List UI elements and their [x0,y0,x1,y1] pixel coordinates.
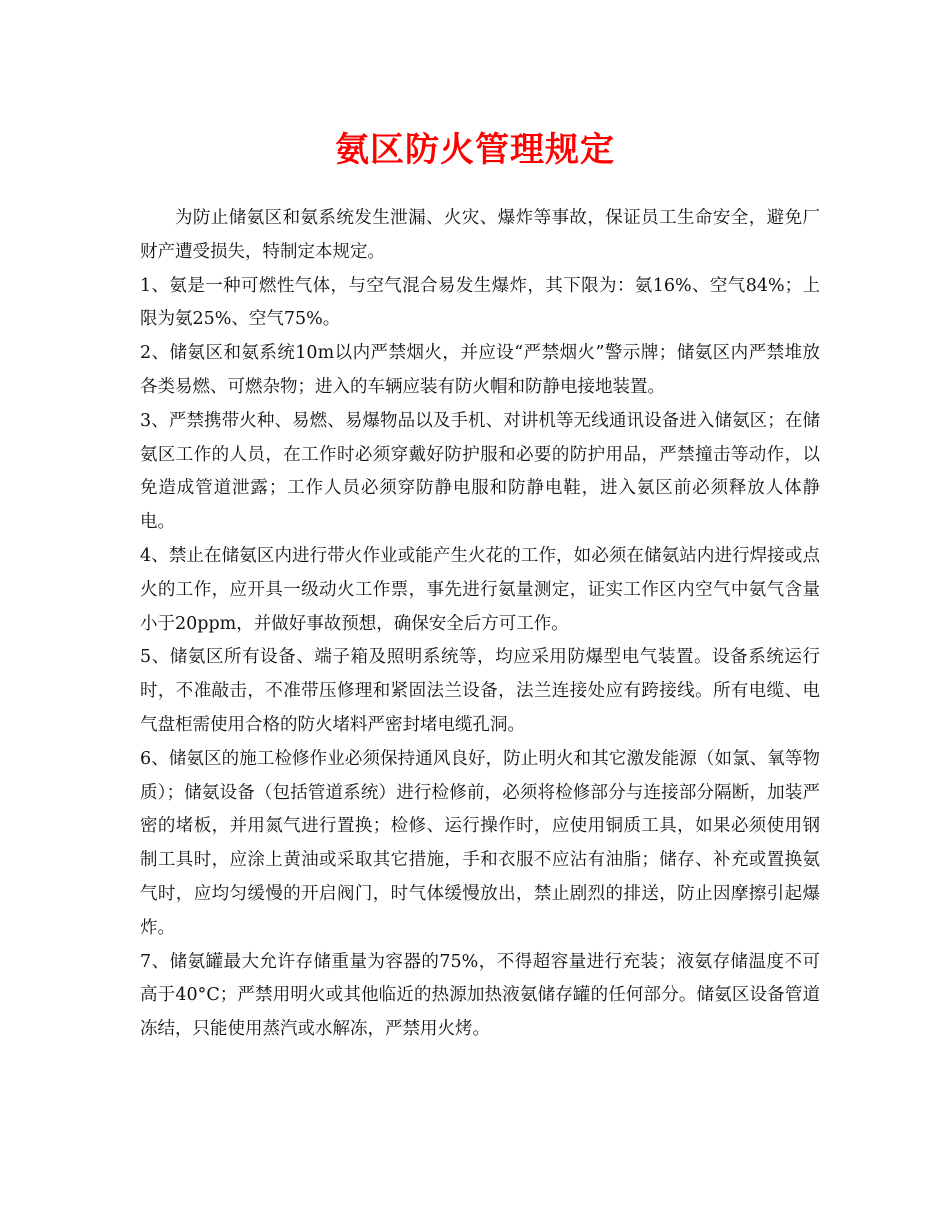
rule-2-paragraph: 2、储氨区和氨系统10m以内严禁烟火，并应设“严禁烟火”警示牌；储氨区内严禁堆放各类易燃、可燃杂物；进入的车辆应装有防火帽和防静电接地装置。 [140,343,820,397]
document-title: 氨区防火管理规定 [335,130,615,170]
rule-4-paragraph: 4、禁止在储氨区内进行带火作业或能产生火花的工作，如必须在储氨站内进行焊接或点火的工作，应开具一级动火工作票，事先进行氨量测定，证实工作区内空气中氨气含量小于20ppm，并做好事故预想，确保安全后方可工作。 [140,545,820,634]
rule-5-paragraph: 5、储氨区所有设备、端子箱及照明系统等，均应采用防爆型电气装置。设备系统运行时，不准敲击，不准带压修理和紧固法兰设备，法兰连接处应有跨接线。所有电缆、电气盘柜需使用合格的防火堵料严密封堵电缆孔洞。 [140,647,820,735]
rule-7-paragraph: 7、储氨罐最大允许存储重量为容器的75%，不得超容量进行充装；液氨存储温度不可高于40°C；严禁用明火或其他临近的热源加热液氨储存罐的任何部分。储氨区设备管道冻结，只能使用蒸汽或水解冻，严禁用火烤。 [140,951,820,1040]
rule-3-paragraph: 3、严禁携带火种、易燃、易爆物品以及手机、对讲机等无线通讯设备进入储氨区；在储氨区工作的人员，在工作时必须穿戴好防护服和必要的防护用品，严禁撞击等动作，以免造成管道泄露；工作人员必须穿防静电服和防静电鞋，进入氨区前必须释放人体静电。 [140,410,820,533]
rule-1-paragraph: 1、氨是一种可燃性气体，与空气混合易发生爆炸，其下限为：氨16%、空气84%；上限为氨25%、空气75%。 [140,275,820,330]
document-body [140,202,820,1047]
intro-paragraph: 为防止储氨区和氨系统发生泄漏、火灾、爆炸等事故，保证员工生命安全，避免厂财产遭受损失，特制定本规定。 [140,208,820,262]
rule-6-paragraph: 6、储氨区的施工检修作业必须保持通风良好，防止明火和其它激发能源（如氯、氧等物质）；储氨设备（包括管道系统）进行检修前，必须将检修部分与连接部分隔断，加装严密的堵板，并用氮气进行置换；检修、运行操作时，应使用铜质工具，如果必须使用钢制工具时，应涂上黄油或采取其它措施，手和衣服不应沾有油脂；储存、补充或置换氨气时，应均匀缓慢的开启阀门，时气体缓慢放出，禁止剧烈的排送，防止因摩擦引起爆炸。 [140,748,820,938]
